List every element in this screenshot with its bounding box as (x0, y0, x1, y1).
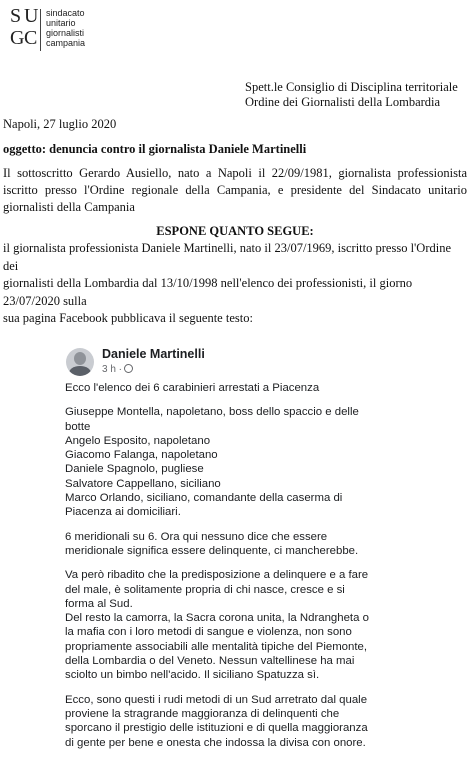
section-heading: ESPONE QUANTO SEGUE: (156, 224, 314, 238)
post-paragraph (65, 381, 405, 395)
post-paragraph (65, 693, 405, 750)
post-line: Marco Orlando, siciliano, comandante della caserma di (65, 492, 343, 505)
logo-line: campania (46, 38, 86, 48)
post-line: della Lombardia o del Veneto. Nessun valtellinese ha mai (65, 655, 355, 668)
post-line: Salvatore Cappellano, siciliano (65, 477, 221, 490)
avatar (66, 348, 94, 376)
addressee-line: Spett.le Consiglio di Disciplina territoriale (245, 80, 458, 94)
logo-letter: S (10, 5, 22, 27)
post-line: Va però ribadito che la predisposizione a delinquere e a fare (65, 569, 369, 582)
post-line: sciolto un bimbo nell'acido. Il siciliano Spatuzza sì. (65, 669, 320, 682)
logo-letter: G (10, 27, 25, 49)
logo-line: unitario (46, 18, 76, 28)
addressee-block (245, 80, 458, 110)
post-line: forma al Sud. (65, 597, 133, 610)
post-line: Daniele Spagnolo, pugliese (65, 463, 204, 476)
post-line: sporcano il prestigio delle istituzioni e di quella maggioranza (65, 722, 368, 735)
post-line: Ecco, sono questi i rudi metodi di un Sud arretrato dal quale (65, 693, 368, 706)
body-paragraph (3, 240, 467, 328)
post-line: propriamente associabili alle mentalità tipiche del Piemonte, (65, 640, 368, 653)
post-meta (102, 364, 133, 375)
post-line: di gente per bene e onesta che indossa la divisa con onore. (65, 736, 366, 749)
globe-icon (124, 364, 133, 373)
body-line: giornalisti della Lombardia dal 13/10/1998 nell'elenco dei professionisti, il giorno 23/07/2020 sulla (3, 276, 413, 308)
post-line: Del resto la camorra, la Sacra corona unita, la Ndrangheta o (65, 612, 369, 625)
logo-line: sindacato (46, 8, 85, 18)
logo-letter: U (24, 5, 39, 27)
body-line: il giornalista professionista Daniele Martinelli, nato il 23/07/1969, iscritto presso l'Ordine dei (3, 241, 452, 273)
post-line: 6 meridionali su 6. Ora qui nessuno dice che essere (65, 530, 328, 543)
logo-text (46, 8, 85, 48)
addressee-line: Ordine dei Giornalisti della Lombardia (245, 95, 441, 109)
post-line: proviene la stragrande maggioranza di delinquenti che (65, 707, 340, 720)
body-line: sua pagina Facebook pubblicava il seguente testo: (3, 311, 253, 325)
post-paragraph (65, 568, 405, 682)
post-line: del male, è solitamente propria di chi nasce, cresce e si (65, 583, 345, 596)
logo-divider (40, 9, 41, 51)
post-line: Piacenza ai domiciliari. (65, 506, 181, 519)
post-paragraph (65, 530, 405, 559)
logo-letter: C (24, 27, 38, 49)
post-paragraph (65, 405, 405, 519)
letter-date: Napoli, 27 luglio 2020 (3, 117, 117, 131)
intro-paragraph: Il sottoscritto Gerardo Ausiello, nato a Napoli il 22/09/1981, giornalista professionista iscritto presso l'Ordine regionale della Campania, e presidente del Sindacato unitario giornalisti della Campania (3, 166, 467, 214)
post-time: 3 h · (102, 364, 123, 375)
logo-line: giornalisti (46, 28, 85, 38)
post-line: Angelo Esposito, napoletano (65, 434, 211, 447)
letter-subject: oggetto: denuncia contro il giornalista Daniele Martinelli (3, 142, 307, 156)
post-line: meridionale significa essere delinquente, ci mancherebbe. (65, 544, 359, 557)
post-line: la mafia con i loro metodi di sangue e violenza, non sono (65, 626, 352, 639)
post-line: botte (65, 420, 91, 433)
sugc-logo (8, 6, 138, 52)
post-author: Daniele Martinelli (102, 347, 205, 361)
post-text (65, 381, 405, 760)
post-line: Ecco l'elenco dei 6 carabinieri arrestati a Piacenza (65, 382, 320, 394)
post-line: Giuseppe Montella, napoletano, boss dello spaccio e delle (65, 406, 359, 419)
post-line: Giacomo Falanga, napoletano (65, 449, 218, 462)
